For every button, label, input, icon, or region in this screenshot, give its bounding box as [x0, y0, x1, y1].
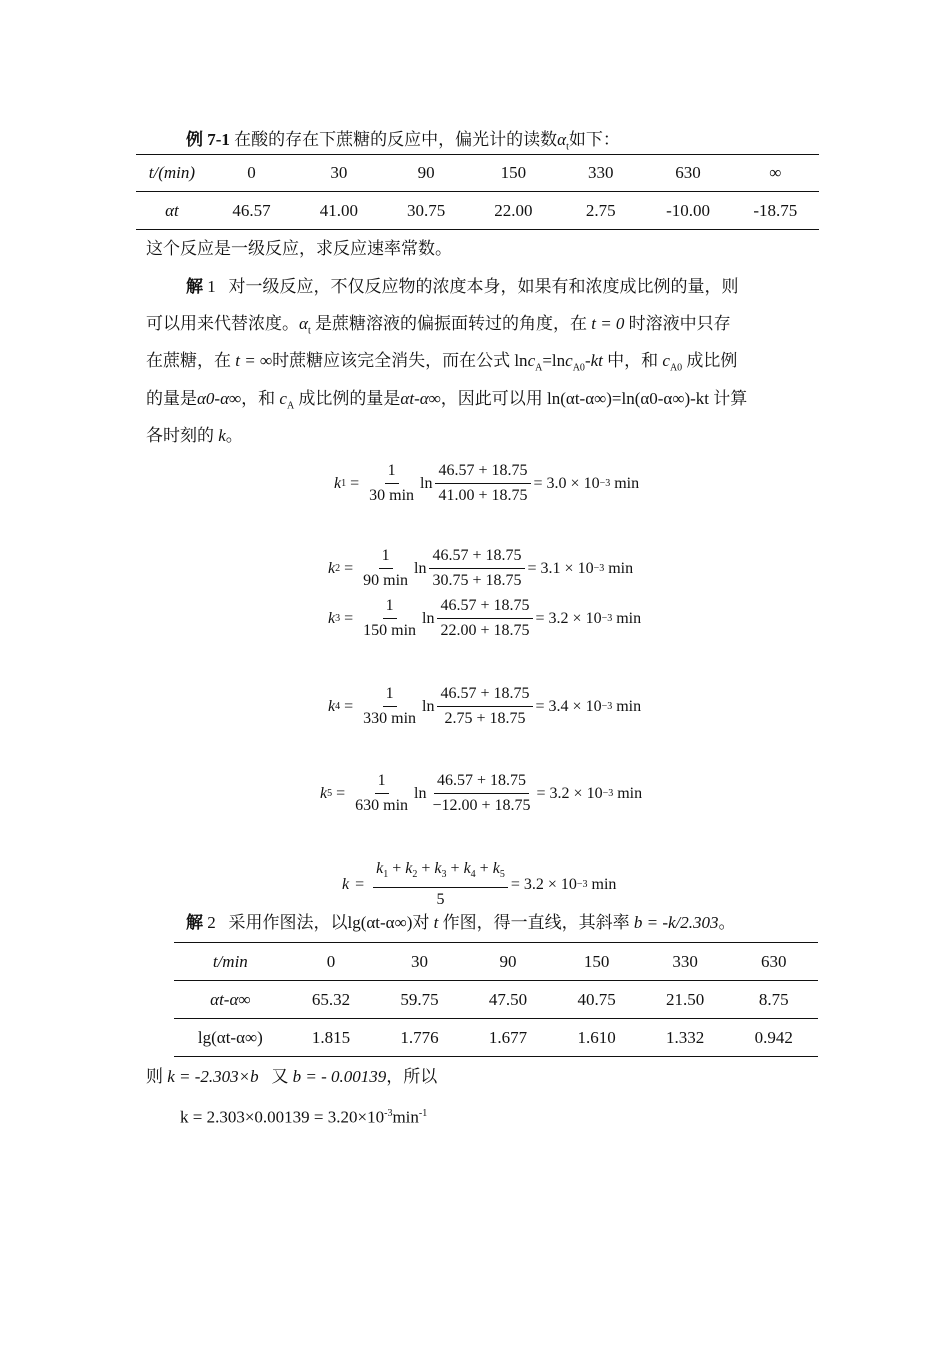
solution1-line2: 可以用来代替浓度。$\alpha_t$ 是蔗糖溶液的偏振面转过的角度，在 t = 0 时溶液中只存	[146, 314, 731, 337]
example-text: 在酸的存在下蔗糖的反应中，偏光计的读数	[229, 130, 558, 149]
equation-k1	[334, 460, 639, 507]
table1-t-cell: 630	[644, 155, 731, 192]
example-text-after: 如下：	[568, 130, 620, 149]
table1-alpha-cell: -10.00	[644, 192, 731, 230]
fraction	[360, 595, 419, 642]
solution2-number: 2	[207, 913, 216, 932]
table1-alpha-cell: 30.75	[382, 192, 469, 230]
data-table-2	[174, 942, 818, 1057]
table2-lg-header: lg(αt-α∞)	[174, 1019, 287, 1057]
table2-cell: 59.75	[375, 981, 464, 1019]
table2-diff-header: αt-α∞	[174, 981, 287, 1019]
numerator: 46.57 + 18.75	[429, 545, 524, 569]
formula-span: k = -2.303×b	[167, 1067, 259, 1086]
example-title: 例 7-1 在酸的存在下蔗糖的反应中，偏光计的读数$\alpha_t$如下：	[186, 130, 620, 153]
fraction	[437, 595, 532, 642]
table1-t-header: t/(min)	[136, 155, 208, 192]
solution1-label: 解	[186, 277, 203, 296]
unit: min	[591, 875, 617, 893]
ln: ln	[420, 474, 433, 492]
table1-alpha-cell: 22.00	[470, 192, 557, 230]
exponent: −3	[576, 879, 588, 891]
formula-span: k = 2.303×0.00139 = 3.20×10	[180, 1107, 385, 1127]
denominator: 30 min	[369, 487, 415, 504]
formula-span: t = 0	[591, 314, 625, 333]
solution1-line3: 在蔗糖，在 t = ∞时蔗糖应该完全消失，而在公式 lnc$_A$=lnc$_{A0}$-kt 中，和 $c_{A0}$ 成比例	[146, 351, 738, 374]
table2-cell: 65.32	[287, 981, 376, 1019]
formula-span: α0-α∞	[197, 389, 242, 408]
result: = 3.0 × 10	[533, 474, 600, 492]
text-span: 可以用来代替浓度。	[146, 314, 299, 333]
table2-cell: 21.50	[641, 981, 730, 1019]
text-span: 又	[271, 1067, 289, 1086]
formula-span: αt-α∞	[400, 389, 441, 408]
equals: =	[336, 784, 346, 802]
ln: ln	[422, 697, 435, 715]
exponent: −3	[602, 788, 614, 799]
result: = 3.2 × 10	[510, 875, 577, 893]
text-span: 对	[412, 913, 430, 932]
formula-span: b = -k/2.303	[633, 913, 719, 932]
denominator: 2.75 + 18.75	[444, 710, 526, 727]
formula-span: t	[433, 913, 439, 932]
formula-span: lnc$_A$=lnc$_{A0}$-kt	[514, 351, 603, 374]
data-table-1	[136, 154, 819, 230]
table1-t-cell: ∞	[732, 155, 819, 192]
exponent: -1	[418, 1108, 428, 1119]
table2-cell: 8.75	[729, 981, 818, 1019]
fraction	[429, 545, 524, 592]
numerator: 1	[383, 595, 397, 619]
table2-cell: 47.50	[464, 981, 553, 1019]
denominator: 41.00 + 18.75	[438, 487, 528, 504]
solution1-text: 对一级反应，不仅反应物的浓度本身，如果有和浓度成比例的量，则	[228, 277, 739, 296]
exponent: −3	[593, 563, 605, 574]
table2-cell: 0	[287, 943, 376, 981]
fraction	[373, 858, 508, 911]
text-span: 是蔗糖溶液的偏振面转过的角度，在	[314, 314, 587, 333]
text-span: 在蔗糖，在	[146, 351, 231, 370]
denominator: −12.00 + 18.75	[432, 797, 531, 814]
table2-cell: 630	[729, 943, 818, 981]
solution1-line1	[186, 274, 848, 300]
unit: min	[614, 474, 640, 492]
conclusion-line2	[180, 1101, 842, 1131]
conclusion-line1	[146, 1064, 808, 1090]
equals: =	[350, 474, 360, 492]
table2-cell: 30	[375, 943, 464, 981]
table2-cell: 150	[552, 943, 641, 981]
table1-alpha-row	[136, 192, 819, 230]
result: = 3.1 × 10	[527, 559, 594, 577]
table1-alpha-header: αt	[136, 192, 208, 230]
formula-span: b = - 0.00139	[292, 1067, 387, 1086]
numerator: 46.57 + 18.75	[437, 595, 532, 619]
unit: min	[616, 697, 642, 715]
table1-alpha-cell: 41.00	[295, 192, 382, 230]
denominator: 5	[436, 891, 445, 909]
alpha-sub: t	[566, 141, 569, 153]
fraction	[437, 683, 532, 730]
numerator: 1	[375, 770, 389, 794]
table1-t-cell: 0	[208, 155, 295, 192]
result: = 3.2 × 10	[536, 784, 603, 802]
fraction	[435, 460, 530, 507]
equation-k3	[328, 595, 641, 642]
denominator: 630 min	[355, 797, 409, 814]
ln: ln	[414, 784, 427, 802]
equals: =	[344, 697, 354, 715]
exponent: −3	[601, 701, 613, 712]
equals: =	[344, 559, 354, 577]
solution1-number: 1	[207, 277, 216, 296]
k-symbol: k	[328, 697, 336, 715]
text-span: ，因此可以用	[440, 389, 543, 408]
question-text: 这个反应是一级反应，求反应速率常数。	[146, 239, 452, 258]
fraction	[360, 545, 411, 592]
unit: min	[392, 1107, 419, 1127]
table1-alpha-cell: 46.57	[208, 192, 295, 230]
unit: min	[616, 609, 642, 627]
k-sub: 1	[341, 478, 347, 489]
text-span: 中，和	[607, 351, 659, 370]
numerator: 46.57 + 18.75	[435, 460, 530, 484]
table2-cell: 1.610	[552, 1019, 641, 1057]
table2-cell: 90	[464, 943, 553, 981]
text-span: ，所以	[386, 1067, 438, 1086]
text-span: 时蔗糖应该完全消失，而在公式	[272, 351, 511, 370]
k-symbol: k	[334, 474, 342, 492]
text-span: ，和	[241, 389, 276, 408]
formula-span: lg(αt-α∞)	[347, 913, 413, 932]
text-span: 时溶液中只存	[628, 314, 731, 333]
solution2-label: 解	[186, 913, 203, 932]
exponent: -3	[384, 1108, 393, 1119]
k-sub: 2	[335, 563, 341, 574]
result: = 3.2 × 10	[535, 609, 602, 627]
unit: min	[617, 784, 643, 802]
unit: min	[608, 559, 634, 577]
numerator: 46.57 + 18.75	[437, 683, 532, 707]
text-span: 成比例	[686, 351, 738, 370]
exponent: −3	[599, 478, 611, 489]
k-sub: 4	[335, 701, 341, 712]
table2-cell: 1.332	[641, 1019, 730, 1057]
table1-t-cell: 330	[557, 155, 644, 192]
denominator: 150 min	[363, 622, 417, 639]
fraction	[360, 683, 419, 730]
k-symbol: k	[328, 609, 336, 627]
equation-k-average	[342, 858, 616, 911]
exponent: −3	[601, 613, 613, 624]
text-span: 则	[146, 1067, 163, 1086]
table2-cell: 40.75	[552, 981, 641, 1019]
solution1-line5	[146, 423, 808, 449]
denominator: 90 min	[363, 572, 409, 589]
denominator: 30.75 + 18.75	[432, 572, 522, 589]
text-span: 的量是	[146, 389, 197, 408]
equation-k2	[328, 545, 633, 592]
table1-t-cell: 30	[295, 155, 382, 192]
numerator: 46.57 + 18.75	[434, 770, 529, 794]
text-span: 各时刻的	[146, 426, 214, 445]
table1-alpha-cell: -18.75	[732, 192, 819, 230]
formula-span: t = ∞	[235, 351, 273, 370]
table2-cell: 1.776	[375, 1019, 464, 1057]
formula-span: k	[218, 426, 226, 445]
table1-t-cell: 90	[382, 155, 469, 192]
table1-alpha-cell: 2.75	[557, 192, 644, 230]
k-sub: 3	[335, 613, 341, 624]
k-symbol: k	[342, 875, 350, 893]
text-span: 。	[718, 913, 736, 932]
equation-k5	[320, 770, 642, 817]
ln: ln	[422, 609, 435, 627]
denominator: 330 min	[363, 710, 417, 727]
result: = 3.4 × 10	[535, 697, 602, 715]
text-span: 采用作图法，以	[228, 913, 348, 932]
table2-cell: 1.815	[287, 1019, 376, 1057]
table2-t-row	[174, 943, 818, 981]
equals: =	[344, 609, 354, 627]
text-span: 。	[225, 426, 243, 445]
k-symbol: k	[320, 784, 328, 802]
numerator: 1	[383, 683, 397, 707]
table2-cell: 330	[641, 943, 730, 981]
solution2-line	[186, 910, 848, 936]
table2-t-header: t/min	[174, 943, 287, 981]
equals: =	[355, 875, 365, 893]
ln: ln	[414, 559, 427, 577]
text-span: 作图，得一直线，其斜率	[442, 913, 630, 932]
k-sub: 5	[327, 788, 333, 799]
numerator: $k_1 + k_2 + k_3 + k_4 + k_5$	[373, 858, 508, 888]
table1-t-row	[136, 155, 819, 192]
example-label: 例 7-1	[186, 130, 230, 149]
fraction	[366, 460, 417, 507]
fraction	[429, 770, 533, 817]
k-symbol: k	[328, 559, 336, 577]
table2-cell: 0.942	[729, 1019, 818, 1057]
denominator: 22.00 + 18.75	[440, 622, 530, 639]
table2-cell: 1.677	[464, 1019, 553, 1057]
formula-span: ln(αt-α∞)=ln(α0-α∞)-kt	[547, 389, 710, 408]
equation-k4	[328, 683, 641, 730]
fraction	[352, 770, 411, 817]
solution1-line4: 的量是α0-α∞，和 $c_A$ 成比例的量是αt-α∞，因此可以用 ln(αt-α∞)=ln(α0-α∞)-kt 计算	[146, 389, 748, 412]
table2-lg-row	[174, 1019, 818, 1057]
table2-diff-row	[174, 981, 818, 1019]
numerator: 1	[385, 460, 399, 484]
numerator: 1	[379, 545, 393, 569]
text-span: 成比例的量是	[298, 389, 401, 408]
table1-t-cell: 150	[470, 155, 557, 192]
text-span: 计算	[713, 389, 748, 408]
